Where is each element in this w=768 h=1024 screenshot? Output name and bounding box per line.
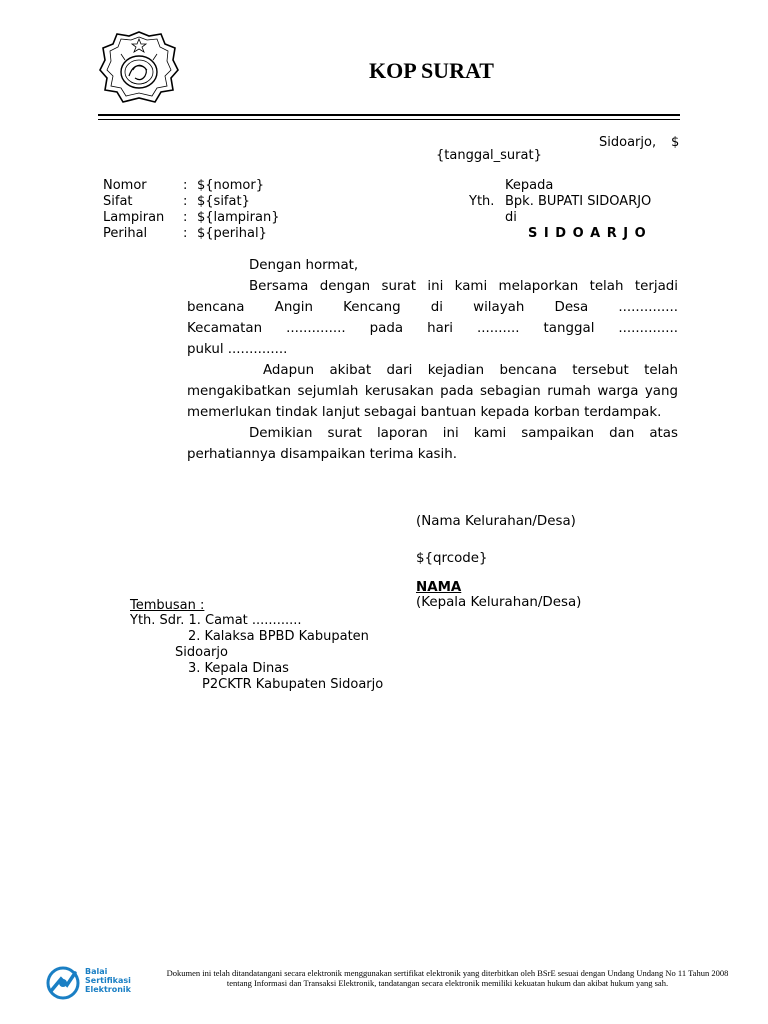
signature-jabatan: (Kepala Kelurahan/Desa)	[416, 595, 582, 610]
letterhead-title: KOP SURAT	[369, 58, 494, 83]
meta-label-nomor: Nomor	[103, 178, 147, 193]
body-p1-line: Bersama dengan surat ini kami melaporkan telah terjadi	[249, 279, 678, 294]
salutation: Dengan hormat,	[249, 258, 359, 273]
date-tanggal: {tanggal_surat}	[436, 148, 542, 163]
date-place: Sidoarjo,	[599, 135, 657, 150]
tembusan-item-2: 2. Kalaksa BPBD Kabupaten	[188, 629, 369, 644]
body-p3-line: Demikian surat laporan ini kami sampaikan dan atas	[249, 426, 678, 441]
meta-colon-sifat: :	[183, 194, 188, 209]
meta-value-lampiran: ${lampiran}	[197, 210, 280, 225]
recipient-di: di	[505, 210, 517, 225]
body-p1-line: Kecamatan .............. pada hari .......... tanggal ..............	[187, 321, 678, 336]
recipient-city: S I D O A R J O	[528, 226, 647, 241]
tembusan-item-1: Yth. Sdr. 1. Camat ............	[130, 613, 302, 628]
tembusan-item-2-cont: Sidoarjo	[175, 645, 228, 660]
body-paragraph-2	[187, 360, 678, 423]
meta-colon-lampiran: :	[183, 210, 188, 225]
signature-qrcode: ${qrcode}	[416, 551, 488, 566]
bsre-logo-line: Sertifikasi	[85, 976, 131, 985]
signature-desa: (Nama Kelurahan/Desa)	[416, 514, 576, 529]
meta-value-nomor: ${nomor}	[197, 178, 264, 193]
body-p2-line: Adapun akibat dari kejadian bencana tersebut telah	[263, 363, 678, 378]
bsre-logo-line: Elektronik	[85, 985, 131, 994]
footer-disclaimer: Dokumen ini telah ditandatangani secara elektronik menggunakan sertifikat elektronik yang diterbitkan oleh BSrE sesuai dengan Undang Undang No 11 Tahun 2008 tentang Informasi dan Transaksi Elektronik, tandatangan secara elektronik memiliki kekuatan hukum dan akibat hukum yang sah.	[166, 968, 729, 988]
body-paragraph-1	[187, 276, 678, 360]
recipient-name: Bpk. BUPATI SIDOARJO	[505, 194, 652, 209]
bsre-emblem-icon	[45, 965, 81, 1001]
body-p2-line: memerlukan tindak lanjut sebagai bantuan kepada korban terdampak.	[187, 405, 662, 420]
body-p1-line: bencana Angin Kencang di wilayah Desa ..............	[187, 300, 678, 315]
recipient-yth: Yth.	[469, 194, 495, 209]
meta-colon-perihal: :	[183, 226, 188, 241]
letterhead-rule-thin	[98, 119, 680, 120]
tembusan-heading: Tembusan :	[130, 598, 205, 613]
meta-value-sifat: ${sifat}	[197, 194, 250, 209]
meta-value-perihal: ${perihal}	[197, 226, 267, 241]
letterhead	[0, 0, 768, 125]
meta-label-perihal: Perihal	[103, 226, 148, 241]
meta-colon-nomor: :	[183, 178, 188, 193]
tembusan-item-3: 3. Kepala Dinas	[188, 661, 289, 676]
meta-label-lampiran: Lampiran	[103, 210, 165, 225]
letterhead-rule-thick	[98, 114, 680, 116]
recipient-kepada: Kepada	[505, 178, 554, 193]
sidoarjo-emblem-icon	[99, 30, 179, 106]
meta-label-sifat: Sifat	[103, 194, 133, 209]
body-paragraph-3	[187, 423, 678, 465]
date-dollar: $	[671, 135, 680, 150]
body-p2-line: mengakibatkan sejumlah kerusakan pada sebagian rumah warga yang	[187, 384, 678, 399]
body-p1-line: pukul ..............	[187, 342, 288, 357]
body-p3-line: perhatiannya disampaikan terima kasih.	[187, 447, 457, 462]
tembusan-item-3-cont: P2CKTR Kabupaten Sidoarjo	[202, 677, 384, 692]
bsre-logo-line: Balai	[85, 967, 108, 976]
bsre-logo	[45, 965, 145, 1001]
signature-nama: NAMA	[416, 580, 462, 595]
